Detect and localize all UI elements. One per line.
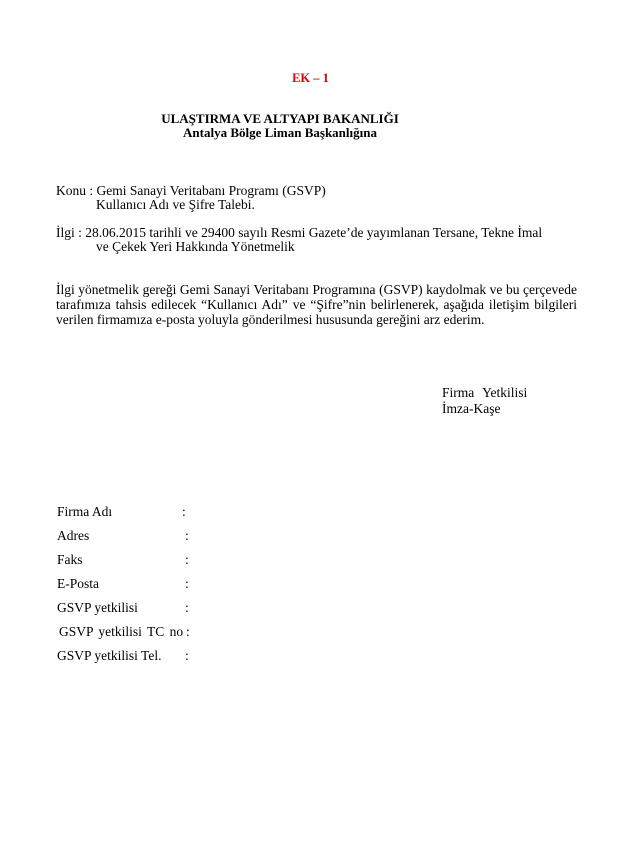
form-colon: : [185, 648, 189, 663]
form-colon: : [185, 576, 189, 591]
subject-line-1: Konu : Gemi Sanayi Veritabanı Programı (GSVP) [56, 183, 326, 198]
form-label-address: Adres [57, 528, 90, 543]
form-colon: : [182, 504, 186, 519]
reference-line-1: İlgi : 28.06.2015 tarihli ve 29400 sayılı Resmi Gazete’de yayımlanan Tersane, Tekne İmal [56, 225, 543, 240]
form-label-gsvp-officer: GSVP yetkilisi [57, 600, 138, 615]
form-colon: : [185, 528, 189, 543]
body-paragraph: İlgi yönetmelik gereği Gemi Sanayi Veritabanı Programına (GSVP) kaydolmak ve bu çerçevede tarafımıza tahsis edilecek “Kullanıcı Adı” ve “Şifre”nin belirlenerek, aşağıda iletişim bilgileri verilen firmamıza e-posta yoluyla gönderilmesi hususunda gereğini arz ederim. [56, 282, 577, 327]
subject-line-2: Kullanıcı Adı ve Şifre Talebi. [96, 197, 255, 212]
ministry-title: ULAŞTIRMA VE ALTYAPI BAKANLIĞI [161, 111, 399, 126]
signature-title: Firma Yetkilisi [442, 385, 528, 400]
form-colon: : [185, 600, 189, 615]
form-label-fax: Faks [57, 552, 83, 567]
reference-line-2: ve Çekek Yeri Hakkında Yönetmelik [96, 239, 295, 254]
annex-label: EK – 1 [292, 71, 329, 85]
form-label-email: E-Posta [57, 576, 99, 591]
form-colon: : [185, 552, 189, 567]
form-label-gsvp-officer-tc-no: GSVP yetkilisi TC no [59, 624, 184, 639]
form-label-gsvp-officer-phone: GSVP yetkilisi Tel. [57, 648, 162, 663]
form-colon: : [186, 624, 190, 639]
signature-stamp: İmza-Kaşe [442, 401, 501, 416]
directorate-title: Antalya Bölge Liman Başkanlığına [183, 125, 377, 140]
form-label-company-name: Firma Adı [57, 504, 113, 519]
